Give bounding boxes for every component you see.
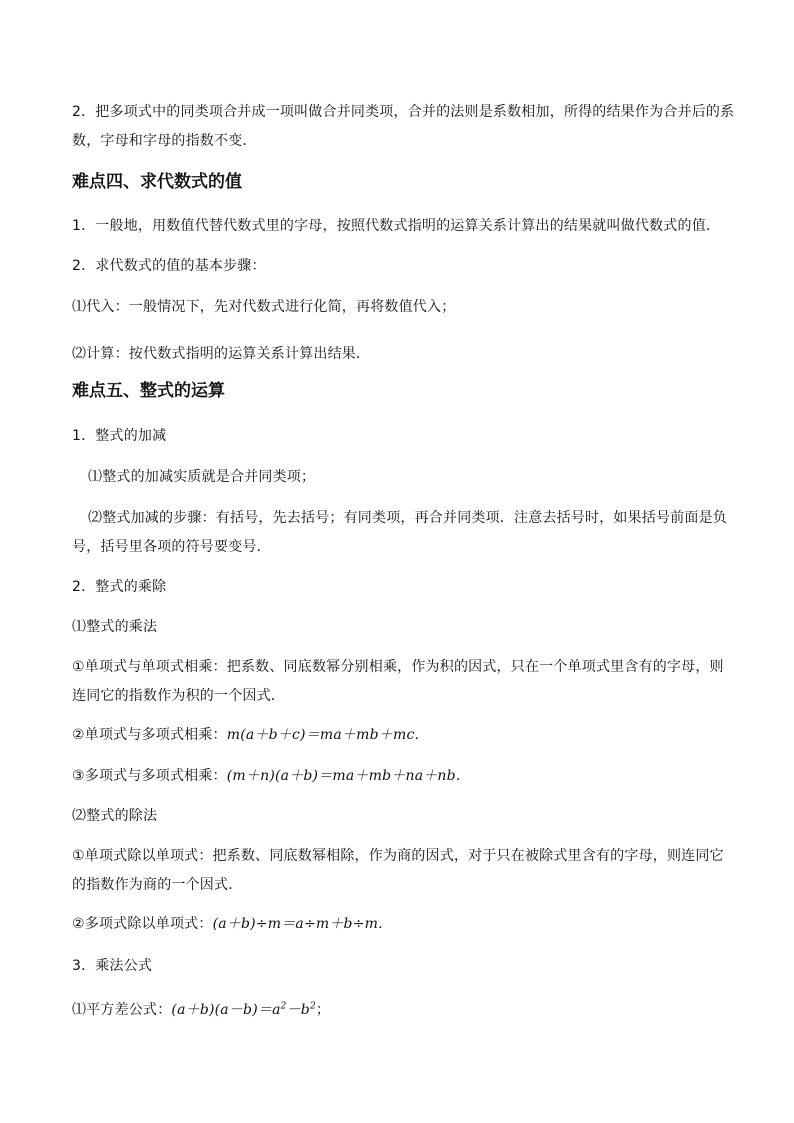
formula-line — [72, 1000, 732, 1020]
formula-label: ③多项式与多项式相乘： — [72, 768, 227, 784]
section-heading: 难点四、求代数式的值 — [72, 172, 242, 192]
paragraph-line: ⑵整式的除法 — [72, 808, 158, 824]
formula-line — [72, 914, 732, 934]
paragraph-line: ⑴整式的乘法 — [72, 619, 158, 635]
paragraph-line: 的指数作为商的一个因式． — [72, 877, 243, 893]
paragraph-line: ①单项式与单项式相乘：把系数、同底数幂分别相乘，作为积的因式，只在一个单项式里含有的字母，则 — [72, 659, 724, 675]
formula: (a＋b)(a－b)＝a — [171, 1002, 281, 1018]
paragraph-line: ⑴代入：一般情况下，先对代数式进行化简，再将数值代入； — [72, 299, 456, 315]
paragraph-line: 1．一般地，用数值代替代数式里的字母，按照代数式指明的运算关系计算出的结果就叫做代数式的值． — [72, 218, 721, 234]
formula-line — [72, 725, 732, 745]
formula-label: ⑴平方差公式： — [72, 1002, 172, 1018]
paragraph-line: 2．整式的乘除 — [72, 579, 167, 595]
formula-line — [72, 766, 732, 786]
paragraph-line: 号，括号里各项的符号要变号． — [72, 539, 271, 555]
paragraph-line: ⑴整式的加减实质就是合并同类项； — [88, 469, 316, 485]
formula: (m＋n)(a＋b)＝ma＋mb＋na＋nb. — [226, 768, 461, 784]
formula-end: ； — [315, 1002, 331, 1018]
formula: m(a＋b＋c)＝ma＋mb＋mc. — [226, 727, 420, 743]
formula-label: ②多项式除以单项式： — [72, 916, 213, 932]
paragraph-line: 连同它的指数作为积的一个因式． — [72, 688, 285, 704]
paragraph-line: 1．整式的加减 — [72, 428, 167, 444]
paragraph-line: 3．乘法公式 — [72, 958, 153, 974]
paragraph-line: 2．求代数式的值的基本步骤： — [72, 258, 266, 274]
paragraph-line: 数，字母和字母的指数不变． — [72, 133, 257, 149]
formula-label: ②单项式与多项式相乘： — [72, 727, 227, 743]
formula: －b — [286, 1002, 310, 1018]
formula: (a＋b)÷m＝a÷m＋b÷m. — [212, 916, 383, 932]
exponent: 2 — [309, 1001, 316, 1012]
paragraph-line: ⑵整式加减的步骤：有括号，先去括号；有同类项，再合并同类项．注意去括号时，如果括号前面是负 — [88, 510, 727, 526]
section-heading: 难点五、整式的运算 — [72, 381, 225, 401]
paragraph-line: ①单项式除以单项式：把系数、同底数幂相除，作为商的因式，对于只在被除式里含有的字母，则连同它 — [72, 848, 724, 864]
paragraph-line: 2．把多项式中的同类项合并成一项叫做合并同类项，合并的法则是系数相加，所得的结果作为合并后的系 — [72, 104, 735, 120]
paragraph-line: ⑵计算：按代数式指明的运算关系计算出结果． — [72, 346, 371, 362]
exponent: 2 — [280, 1001, 287, 1012]
